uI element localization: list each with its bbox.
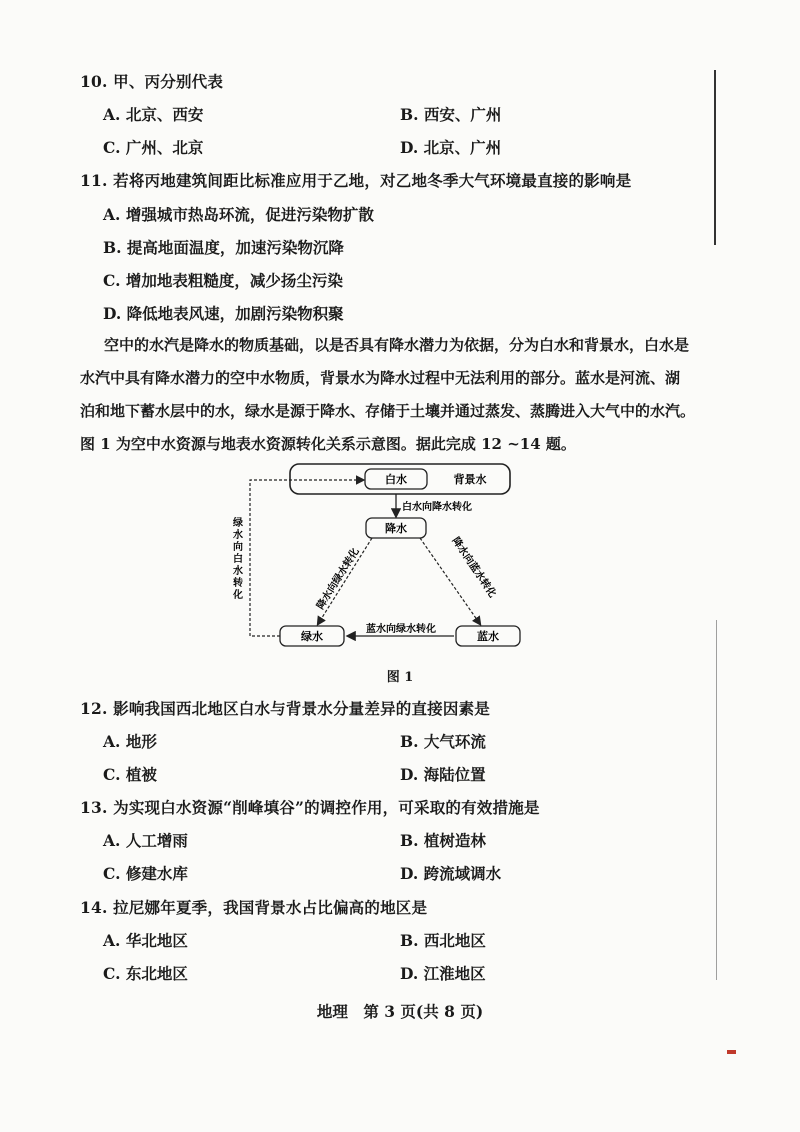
q12-option-a: A. 地形 [103, 732, 157, 751]
q11-option-a: A. 增强城市热岛环流，促进污染物扩散 [103, 205, 374, 224]
q11-option-d: D. 降低地表风速，加剧污染物积聚 [103, 304, 344, 323]
q14-option-c: C. 东北地区 [103, 964, 188, 983]
q10-stem: 10. 甲、丙分别代表 [80, 72, 224, 91]
passage-line-1: 空中的水汽是降水的物质基础，以是否具有降水潜力为依据，分为白水和背景水，白水是 [104, 336, 690, 354]
q13-option-c: C. 修建水库 [103, 864, 188, 883]
q10-option-d: D. 北京、广州 [400, 138, 502, 157]
q14-option-a: A. 华北地区 [103, 931, 188, 950]
green-to-white-label [232, 516, 243, 601]
scan-mark [727, 1050, 736, 1054]
figure-caption: 图 1 [386, 670, 414, 685]
q14-stem: 14. 拉尼娜年夏季，我国背景水占比偏高的地区是 [80, 898, 428, 917]
q13-option-d: D. 跨流域调水 [400, 864, 502, 883]
q12-option-d: D. 海陆位置 [400, 765, 486, 784]
svg-text:水: 水 [233, 530, 243, 541]
svg-text:水: 水 [233, 566, 243, 577]
margin-line [714, 70, 716, 245]
precip-to-green-arrow [318, 538, 372, 624]
q12-stem: 12. 影响我国西北地区白水与背景水分量差异的直接因素是 [80, 699, 490, 718]
q13-option-b: B. 植树造林 [400, 831, 486, 850]
q11-option-b: B. 提高地面温度，加速污染物沉降 [103, 238, 344, 257]
svg-text:白: 白 [233, 554, 243, 565]
svg-text:转: 转 [233, 578, 243, 589]
q14-option-b: B. 西北地区 [400, 931, 486, 950]
green-water-label: 绿水 [301, 630, 323, 643]
precip-to-blue-label: 降水向蓝水转化 [449, 535, 498, 600]
passage-line-4: 图 1 为空中水资源与地表水资源转化关系示意图。据此完成 12 ~14 题。 [80, 435, 576, 453]
svg-text:向: 向 [233, 542, 243, 553]
q10-option-a: A. 北京、西安 [103, 105, 204, 124]
passage-line-3: 泊和地下蓄水层中的水，绿水是源于降水、存储于土壤并通过蒸发、蒸腾进入大气中的水汽。 [80, 402, 696, 420]
q13-option-a: A. 人工增雨 [103, 831, 188, 850]
page-footer: 地理 第 3 页(共 8 页) [316, 1002, 484, 1021]
q11-option-c: C. 增加地表粗糙度，减少扬尘污染 [103, 271, 343, 290]
q10-option-c: C. 广州、北京 [103, 138, 204, 157]
q10-option-b: B. 西安、广州 [400, 105, 502, 124]
white-water-label: 白水 [385, 473, 407, 486]
svg-text:绿: 绿 [233, 518, 243, 529]
background-water-label: 背景水 [453, 473, 487, 486]
water-cycle-diagram [230, 460, 550, 660]
white-to-precip-label: 白水向降水转化 [402, 502, 472, 513]
q11-stem: 11. 若将丙地建筑间距比标准应用于乙地，对乙地冬季大气环境最直接的影响是 [80, 171, 632, 190]
q14-option-d: D. 江淮地区 [400, 964, 486, 983]
precip-label: 降水 [385, 522, 407, 535]
blue-to-green-label: 蓝水向绿水转化 [366, 624, 436, 635]
q12-option-b: B. 大气环流 [400, 732, 486, 751]
precip-to-blue-arrow [420, 538, 480, 624]
q12-option-c: C. 植被 [103, 765, 157, 784]
blue-water-label: 蓝水 [477, 630, 499, 643]
svg-text:化: 化 [233, 590, 243, 601]
passage-line-2: 水汽中具有降水潜力的空中水物质，背景水为降水过程中无法利用的部分。蓝水是河流、湖 [80, 369, 681, 387]
q13-stem: 13. 为实现白水资源“削峰填谷”的调控作用，可采取的有效措施是 [80, 798, 540, 817]
precip-to-green-label: 降水向绿水转化 [315, 546, 362, 612]
